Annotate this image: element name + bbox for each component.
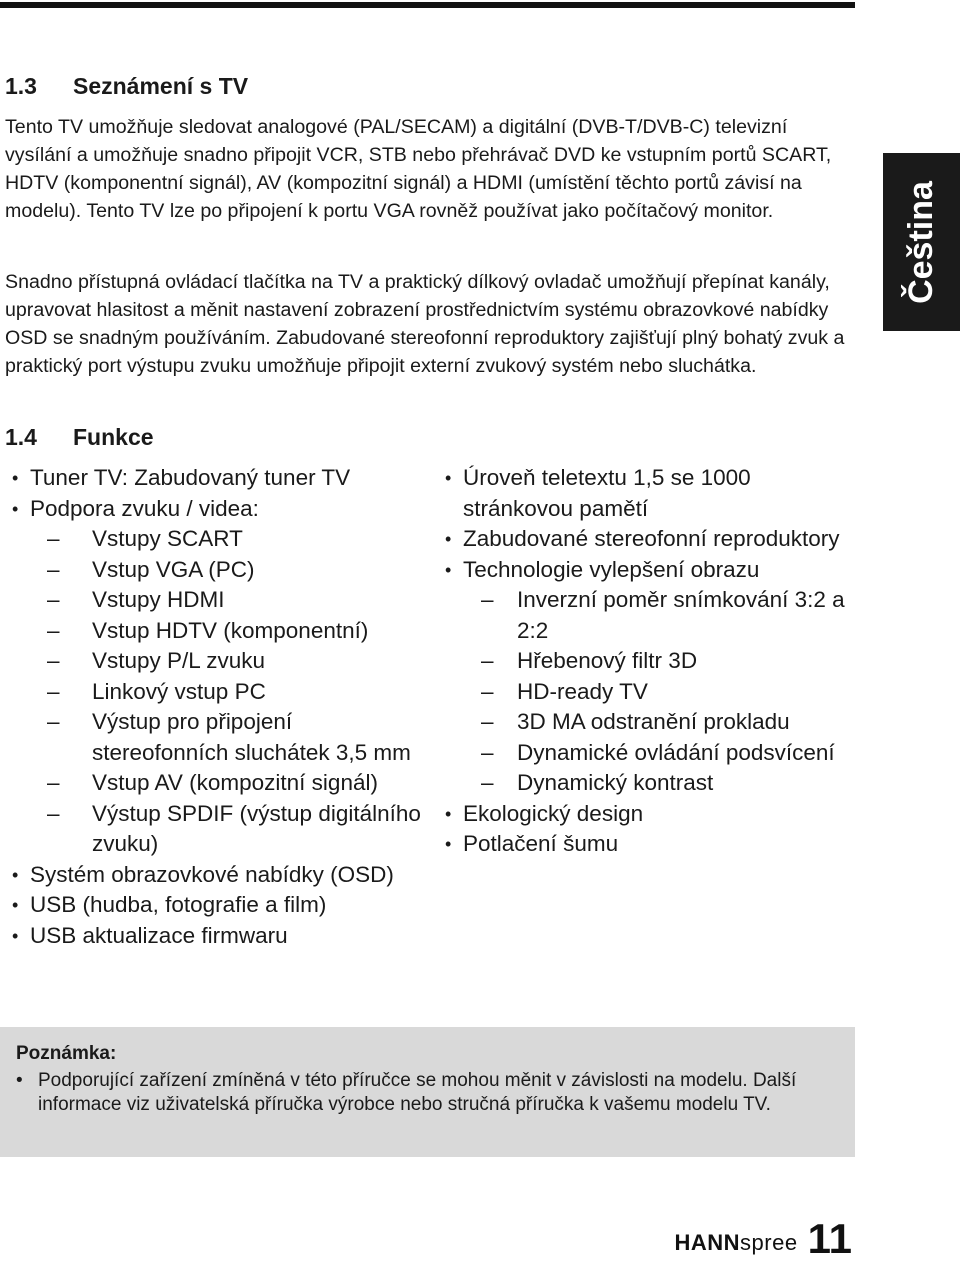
feature-item: • Systém obrazovkové nabídky (OSD): [12, 860, 422, 891]
feature-item: • Technologie vylepšení obrazu: [445, 555, 850, 586]
note-heading: Poznámka:: [16, 1043, 117, 1064]
feature-subitem: – Vstupy SCART: [12, 524, 422, 555]
section-number: 1.3: [5, 73, 37, 99]
section-number: 1.4: [5, 424, 37, 450]
feature-subitem: – Linkový vstup PC: [12, 677, 422, 708]
feature-item: • Podpora zvuku / videa:: [12, 494, 422, 525]
feature-subitem: – 3D MA odstranění prokladu: [445, 707, 850, 738]
top-rule: [0, 2, 855, 8]
feature-subitem: – Výstup SPDIF (výstup digitálního zvuku): [12, 799, 422, 860]
features-left-column: [12, 463, 422, 951]
features-list-right: [445, 463, 850, 860]
intro-paragraph: Tento TV umožňuje sledovat analogové (PAL/SECAM) a digitální (DVB-T/DVB-C) televizní vysílání a umožňuje snadno připojit VCR, STB nebo přehrávač DVD ke vstupním portů SCART, HDTV (komponentní signál), AV (kompozitní signál) a HDMI (umístění těchto portů závisí na modelu). Tento TV lze po připojení k portu VGA rovněž používat jako počítačový monitor.: [5, 116, 832, 222]
feature-subitem: – Výstup pro připojení stereofonních sluchátek 3,5 mm: [12, 707, 422, 768]
feature-item: • Úroveň teletextu 1,5 se 1000 stránkovou pamětí: [445, 463, 850, 524]
feature-item: • USB (hudba, fotografie a film): [12, 890, 422, 921]
feature-item: • Ekologický design: [445, 799, 850, 830]
feature-subitem: – Vstupy P/L zvuku: [12, 646, 422, 677]
section-title: Funkce: [73, 424, 154, 450]
feature-subitem: – Vstupy HDMI: [12, 585, 422, 616]
page-number: 11: [807, 1215, 852, 1262]
controls-paragraph: Snadno přístupná ovládací tlačítka na TV a praktický dílkový ovladač umožňují přepínat kanály, upravovat hlasitost a měnit nastavení zobrazení prostřednictvím systému obrazovkové nabídky OSD se snadným používáním. Zabudované stereofonní reproduktory zajišťují plný bohatý zvuk a praktický port výstupu zvuku umožňuje připojit externí zvukový systém nebo sluchátka.: [5, 271, 845, 377]
feature-subitem: – Hřebenový filtr 3D: [445, 646, 850, 677]
feature-item: • Tuner TV: Zabudovaný tuner TV: [12, 463, 422, 494]
feature-subitem: – Vstup AV (kompozitní signál): [12, 768, 422, 799]
feature-subitem: – Vstup VGA (PC): [12, 555, 422, 586]
section-heading-1-3: [5, 73, 248, 100]
feature-subitem: – Dynamický kontrast: [445, 768, 850, 799]
page-footer: [674, 1215, 852, 1262]
feature-item: • Potlačení šumu: [445, 829, 850, 860]
note-box: [0, 1027, 855, 1157]
language-tab: [883, 153, 960, 331]
note-bullet: •: [16, 1070, 23, 1091]
features-right-column: [445, 463, 850, 860]
brand-logo: HANNspree: [674, 1230, 798, 1255]
feature-item: • USB aktualizace firmwaru: [12, 921, 422, 952]
features-list-left: [12, 463, 422, 951]
feature-subitem: – HD-ready TV: [445, 677, 850, 708]
section-title: Seznámení s TV: [73, 73, 249, 99]
feature-subitem: – Dynamické ovládání podsvícení: [445, 738, 850, 769]
note-text: Podporující zařízení zmíněná v této příručce se mohou měnit v závislosti na modelu. Další informace viz uživatelská příručka výrobce nebo stručná příručka k vašemu modelu TV.: [38, 1070, 797, 1115]
feature-item: • Zabudované stereofonní reproduktory: [445, 524, 850, 555]
feature-subitem: – Vstup HDTV (komponentní): [12, 616, 422, 647]
feature-subitem: – Inverzní poměr snímkování 3:2 a 2:2: [445, 585, 850, 646]
section-heading-1-4: [5, 424, 154, 451]
language-tab-label: Čeština: [902, 180, 941, 304]
